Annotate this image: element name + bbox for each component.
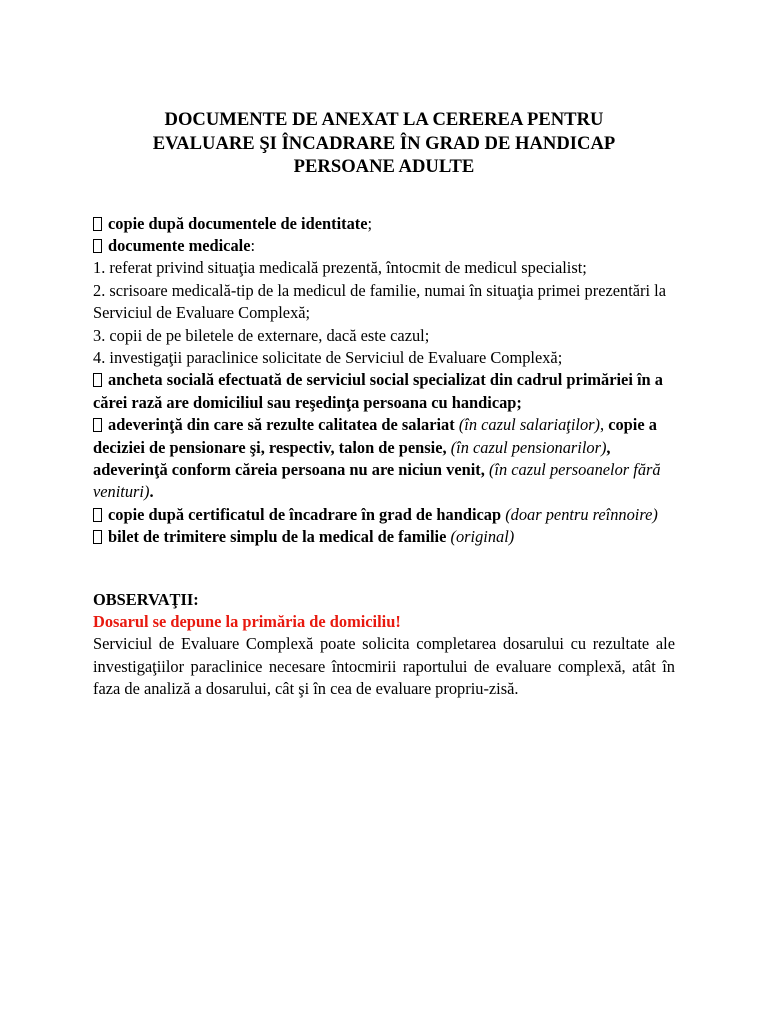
- checkbox-icon: [93, 418, 102, 432]
- item-bilet: [93, 526, 675, 548]
- red-notice: Dosarul se depune la primăria de domiciliu!: [93, 612, 401, 631]
- checkbox-icon: [93, 217, 102, 231]
- item-medical: [93, 235, 675, 257]
- checkbox-icon: [93, 530, 102, 544]
- document-page: [93, 108, 675, 701]
- title-line-3: PERSOANE ADULTE: [293, 156, 475, 177]
- item-certificat: [93, 504, 675, 526]
- adeverinta-note-1: (în cazul salariaţilor): [458, 415, 600, 435]
- adeverinta-end: .: [149, 482, 154, 502]
- observatii-text: Serviciul de Evaluare Complexă poate solicita completarea dosarului cu rezultate ale investigaţiilor paraclinice necesare întocmirii raportului de evaluare complexă, atât în faza de analiză a dosarului, cât şi în cea de evaluare propriu-zisă.: [93, 634, 675, 699]
- item-bilet-note: (original): [450, 527, 515, 547]
- item-bilet-text: bilet de trimitere simplu de la medical de familie: [108, 527, 447, 547]
- title-line-2: EVALUARE ŞI ÎNCADRARE ÎN GRAD DE HANDICAP: [152, 132, 616, 154]
- adeverinta-text-3: , adeverinţă conform căreia persoana nu are niciun venit,: [93, 437, 611, 479]
- adeverinta-text-1: adeverinţă din care să rezulte calitatea de salariat: [108, 415, 455, 435]
- medical-list-item-1: 1. referat privind situaţia medicală prezentă, întocmit de medicul specialist;: [93, 258, 587, 278]
- checkbox-icon: [93, 508, 102, 522]
- item-medical-text: documente medicale: [108, 235, 251, 255]
- item-adeverinta: [93, 414, 675, 504]
- checkbox-icon: [93, 373, 102, 387]
- item-identity-text: copie după documentele de identitate: [108, 213, 368, 233]
- section-spacer: [93, 549, 675, 589]
- item-identity-punct: ;: [367, 213, 373, 233]
- medical-list-item-3: 3. copii de pe biletele de externare, dacă este cazul;: [93, 325, 430, 345]
- checkbox-icon: [93, 239, 102, 253]
- adeverinta-text-2: copie a deciziei de pensionare şi, respectiv, talon de pensie,: [93, 415, 657, 457]
- medical-list-item-4: 4. investigaţii paraclinice solicitate de Serviciul de Evaluare Complexă;: [93, 347, 563, 367]
- adeverinta-sep: ,: [599, 415, 605, 435]
- item-ancheta-text: ancheta socială efectuată de serviciul social specializat din cadrul primăriei în a cărei rază are domiciliul sau reşedinţa persoana cu handicap;: [93, 370, 663, 412]
- observatii-heading: OBSERVAŢII:: [93, 589, 199, 609]
- item-medical-punct: :: [250, 235, 256, 255]
- adeverinta-note-2: (în cazul pensionarilor): [450, 437, 607, 457]
- medical-list-item-2: 2. scrisoare medicală-tip de la medicul de familie, numai în situaţia primei prezentări la Serviciul de Evaluare Complexă;: [93, 280, 666, 323]
- item-ancheta: [93, 369, 675, 414]
- item-identity: [93, 213, 675, 235]
- item-certificat-note: (doar pentru reînnoire): [505, 504, 658, 524]
- adeverinta-note-3: (în cazul persoanelor fără venituri): [93, 459, 661, 502]
- title-line-1: DOCUMENTE DE ANEXAT LA CEREREA PENTRU: [164, 109, 604, 130]
- document-title: [93, 108, 675, 179]
- item-certificat-text: copie după certificatul de încadrare în grad de handicap: [108, 504, 502, 524]
